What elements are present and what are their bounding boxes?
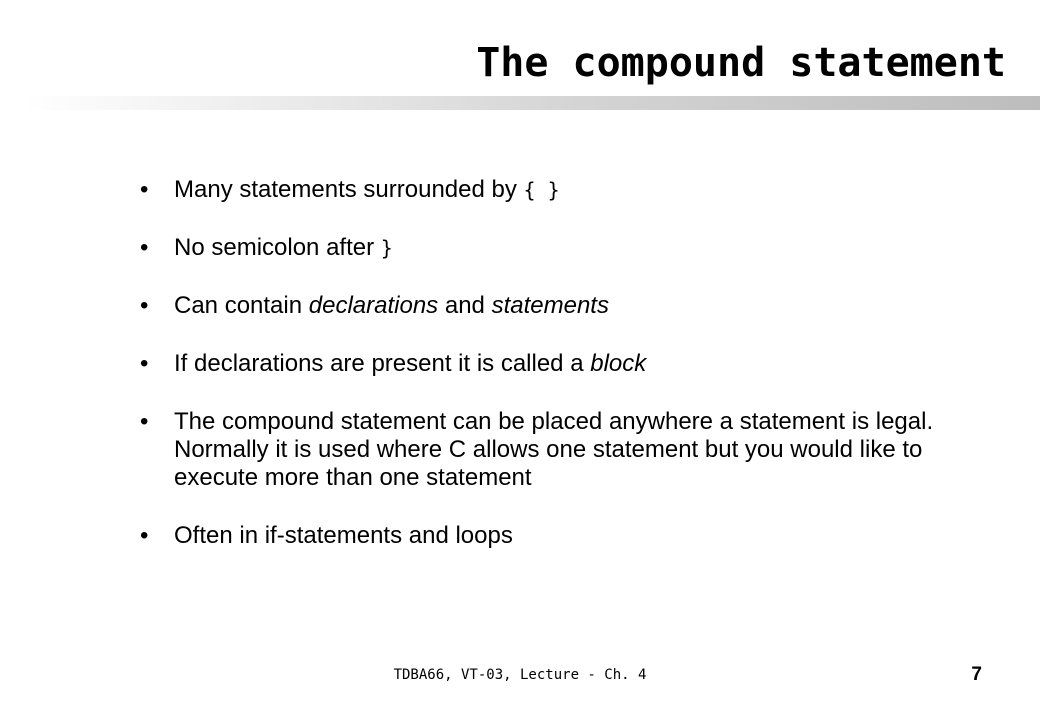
- bullet-text-segment: statements: [491, 292, 609, 319]
- bullet-marker: •: [140, 350, 149, 377]
- bullet-text-segment: Often in if-statements and loops: [174, 522, 513, 549]
- title-underline-bar: [22, 96, 1040, 110]
- bullet-item: [140, 176, 1000, 204]
- bullet-item: [140, 408, 1000, 492]
- bullet-text-segment: The compound statement can be placed anywhere a statement is legal. Normally it is used where C allows one statement but you would like to execute more than one statement: [174, 408, 934, 491]
- bullet-text-segment: Many statements surrounded by: [174, 176, 524, 203]
- bullet-marker: •: [140, 408, 149, 435]
- footer-text: TDBA66, VT-03, Lecture - Ch. 4: [393, 667, 647, 683]
- bullet-marker: •: [140, 234, 149, 261]
- bullet-marker: •: [140, 176, 149, 203]
- bullet-text-segment: If declarations are present it is called a: [174, 350, 591, 377]
- bullet-item: [140, 350, 1000, 378]
- bullet-marker: •: [140, 522, 149, 549]
- bullet-text-segment: { }: [523, 178, 560, 202]
- slide-title: The compound statement: [476, 40, 1006, 86]
- page-number: 7: [971, 664, 982, 685]
- bullet-text-segment: block: [590, 350, 647, 377]
- bullet-marker: •: [140, 292, 149, 319]
- bullet-item: [140, 234, 1000, 262]
- bullet-text-segment: }: [380, 236, 393, 260]
- bullet-list: [140, 176, 1000, 580]
- bullet-text-segment: declarations: [308, 292, 439, 319]
- bullet-text-segment: Can contain: [174, 292, 309, 319]
- bullet-text-segment: and: [438, 292, 492, 319]
- bullet-item: [140, 522, 1000, 550]
- bullet-item: [140, 292, 1000, 320]
- bullet-text-segment: No semicolon after: [174, 234, 381, 261]
